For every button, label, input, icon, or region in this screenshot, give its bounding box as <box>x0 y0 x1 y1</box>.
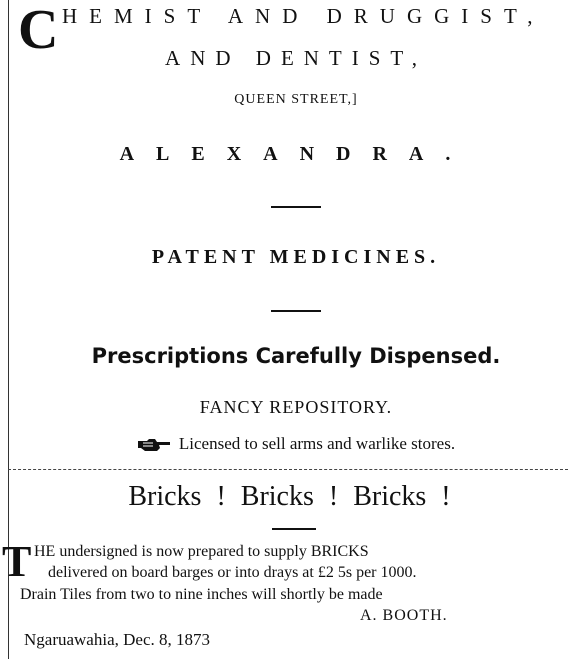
patent-medicines-line: PATENT MEDICINES. <box>151 246 441 268</box>
dateline: Ngaruawahia, Dec. 8, 1873 <box>24 630 210 649</box>
bricks-body-line-2: delivered on board barges or into drays at £2 5s per 1000. <box>48 564 417 581</box>
bricks-heading: Bricks ! Bricks ! Bricks ! <box>128 481 451 512</box>
licensed-text: Licensed to sell arms and warlike stores. <box>178 434 456 453</box>
divider-dash <box>272 528 316 530</box>
bricks-body-line-1: HE undersigned is now prepared to supply BRICKS <box>34 543 369 560</box>
bricks-body-line-3: Drain Tiles from two to nine inches will shortly be made <box>20 586 383 603</box>
prescriptions-line: Prescriptions Carefully Dispensed. <box>91 344 501 368</box>
drop-cap-c: C <box>18 0 59 61</box>
address-line: QUEEN STREET,] <box>234 92 358 107</box>
signature: A. BOOTH. <box>360 607 448 624</box>
fancy-repository-line: FANCY REPOSITORY. <box>199 397 393 417</box>
chemist-heading: HEMIST AND DRUGGIST, <box>62 4 545 28</box>
dentist-line: AND DENTIST, <box>165 46 427 70</box>
town-line: ALEXANDRA. <box>119 143 473 165</box>
drop-cap-t: T <box>2 537 32 586</box>
